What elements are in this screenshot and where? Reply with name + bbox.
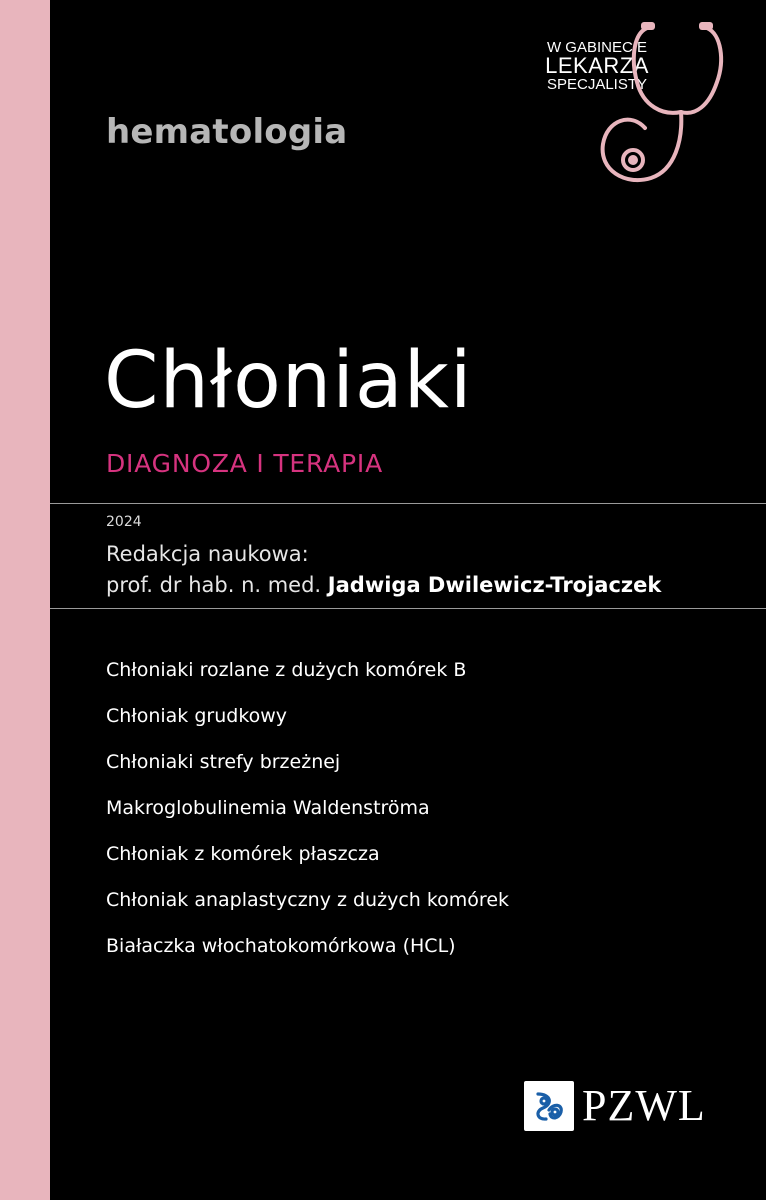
stethoscope-icon	[585, 20, 745, 200]
publication-year: 2024	[106, 514, 142, 530]
pink-spine-band	[0, 0, 50, 1200]
topic-item: Chłoniaki rozlane z dużych komórek B	[106, 659, 467, 681]
series-line-1: W GABINECIE	[546, 39, 647, 56]
topic-item: Chłoniak z komórek płaszcza	[106, 843, 380, 865]
editor-line	[106, 573, 661, 597]
series-line-3: SPECJALISTY	[546, 76, 648, 93]
subject-label: hematologia	[106, 112, 348, 152]
editor-label: Redakcja naukowa:	[106, 542, 309, 566]
divider-bottom	[50, 608, 766, 609]
editor-title-prefix: prof. dr hab. n. med.	[106, 573, 322, 597]
topic-item: Białaczka włochatokomórkowa (HCL)	[106, 935, 456, 957]
topics-list	[106, 656, 509, 978]
book-subtitle: DIAGNOZA I TERAPIA	[106, 449, 384, 478]
publisher-logo	[524, 1080, 706, 1131]
editor-name: Jadwiga Dwilewicz-Trojaczek	[327, 573, 662, 597]
topic-item: Makroglobulinemia Waldenströma	[106, 797, 430, 819]
topic-item: Chłoniak grudkowy	[106, 705, 288, 727]
topic-item: Chłoniak anaplastyczny z dużych komórek	[106, 889, 510, 911]
series-line-2: LEKARZA	[545, 53, 649, 78]
publisher-name: PZWL	[582, 1081, 706, 1130]
divider-top	[50, 503, 766, 504]
book-title: Chłoniaki	[104, 336, 473, 426]
topic-item: Chłoniaki strefy brzeżnej	[106, 751, 341, 773]
publisher-mark-icon	[524, 1081, 574, 1131]
